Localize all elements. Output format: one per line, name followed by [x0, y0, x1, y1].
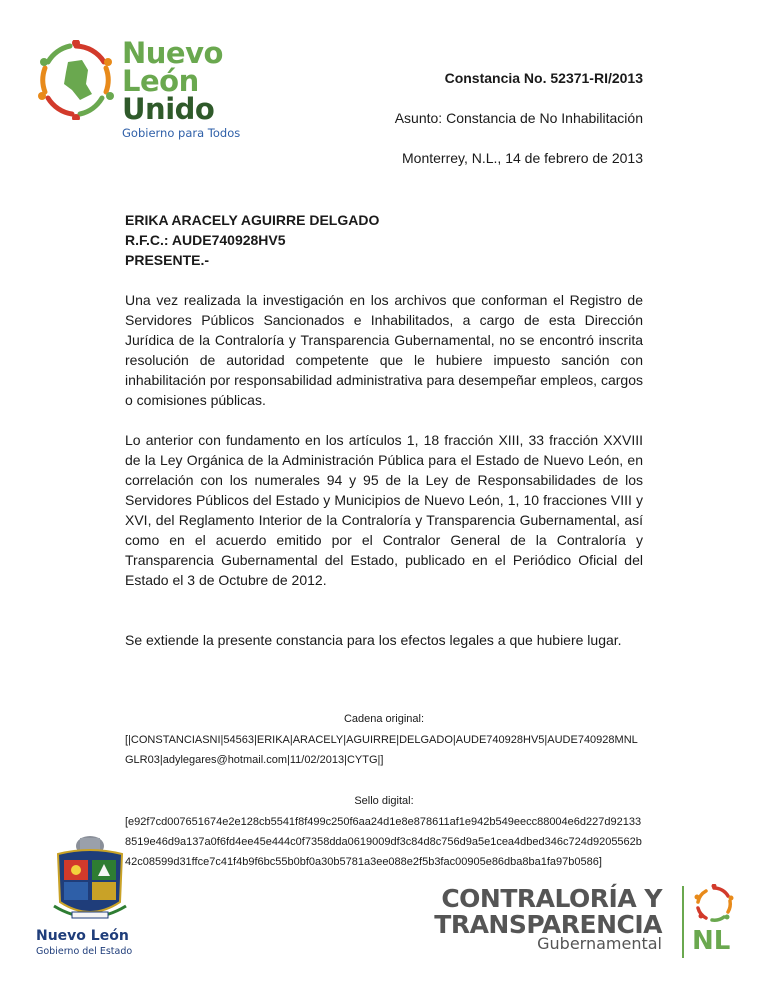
coat-of-arms-icon: [50, 832, 130, 926]
nl-people-circle-icon: [692, 884, 736, 924]
seal-title: Nuevo León: [36, 928, 129, 944]
logo-word-unido: Unido: [122, 92, 215, 126]
logo-divider: [682, 886, 684, 958]
seal-subtitle: Gobierno del Estado: [36, 946, 133, 957]
logo-word-leon: León: [122, 64, 199, 98]
place-date-line: Monterrey, N.L., 14 de febrero de 2013: [402, 150, 643, 166]
body-paragraph-closing: Se extiende la presente constancia para los efectos legales a que hubiere lugar.: [125, 632, 622, 648]
body-paragraph-investigation: Una vez realizada la investigación en los archivos que conforman el Registro de Servidores Públicos Sancionados e Inhabilitados, a cargo de esta Dirección Jurídica de la Contraloría y Transparencia Gubernamental, no se encontró inscrita resolución de autoridad competente que le hubiere impuesto sanción con inhabilitación por responsabilidad administrativa para desempeñar empleos, cargos o comisiones públicas.: [125, 292, 643, 408]
cadena-original-label: Cadena original:: [343, 713, 425, 725]
cyt-line-transparencia: TRANSPARENCIA: [434, 910, 662, 939]
recipient-presente: PRESENTE.-: [125, 252, 210, 268]
nl-logo-text: NL: [692, 926, 731, 956]
sello-digital-value: [e92f7cd007651674e2e128cb5541f8f499c250f6aa24d1e8e878611af1e942b549eecc88004e6d227d921338519e46d9a137a0f6fd4ee45e444c0f7358dda0619009df3c84d8c756d9a5e1cea4dbed346c724d9205562b42c08599d31ffce7c41f4b9f6bc55b0bf0a30b5781a3ee088e2f5b3fac00905e86dba8ba1fa97b0586]: [125, 816, 642, 868]
recipient-name: ERIKA ARACELY AGUIRRE DELGADO: [125, 212, 380, 228]
cadena-original-value: [|CONSTANCIASNI|54563|ERIKA|ARACELY|AGUIRRE|DELGADO|AUDE740928HV5|AUDE740928MNLGLR03|adylegares@hotmail.com|11/02/2013|CYTG|]: [125, 734, 638, 766]
subject-line: Asunto: Constancia de No Inhabilitación: [394, 110, 643, 126]
logo-word-nuevo: Nuevo: [122, 36, 223, 70]
nuevo-leon-people-circle-icon: [36, 40, 116, 120]
logo-tagline: Gobierno para Todos: [122, 126, 241, 140]
recipient-block: [125, 210, 379, 270]
nuevo-leon-state-seal: [36, 832, 146, 962]
nuevo-leon-unido-logo: [36, 38, 246, 148]
contraloria-transparencia-logo: [434, 880, 750, 960]
sello-digital-label: Sello digital:: [354, 795, 414, 807]
cyt-line-gubernamental: Gubernamental: [537, 934, 662, 953]
cyt-line-contraloria: CONTRALORÍA Y: [441, 884, 662, 913]
constancia-number: Constancia No. 52371-RI/2013: [444, 70, 643, 86]
body-paragraph-legal-basis: Lo anterior con fundamento en los artículos 1, 18 fracción XIII, 33 fracción XXVIII de la Ley Orgánica de la Administración Pública para el Estado de Nuevo León, en correlación con los numerales 94 y 95 de la Ley de Responsabilidades de los Servidores Públicos del Estado y Municipios de Nuevo León, 1, 10 fracciones VIII y XVI, del Reglamento Interior de la Contraloría y Transparencia Gubernamental, así como en el acuerdo emitido por el Contralor General de la Contraloría y Transparencia Gubernamental del Estado, publicado en el Periódico Oficial del Estado el 3 de Octubre de 2012.: [125, 432, 643, 588]
recipient-rfc: R.F.C.: AUDE740928HV5: [125, 232, 286, 248]
